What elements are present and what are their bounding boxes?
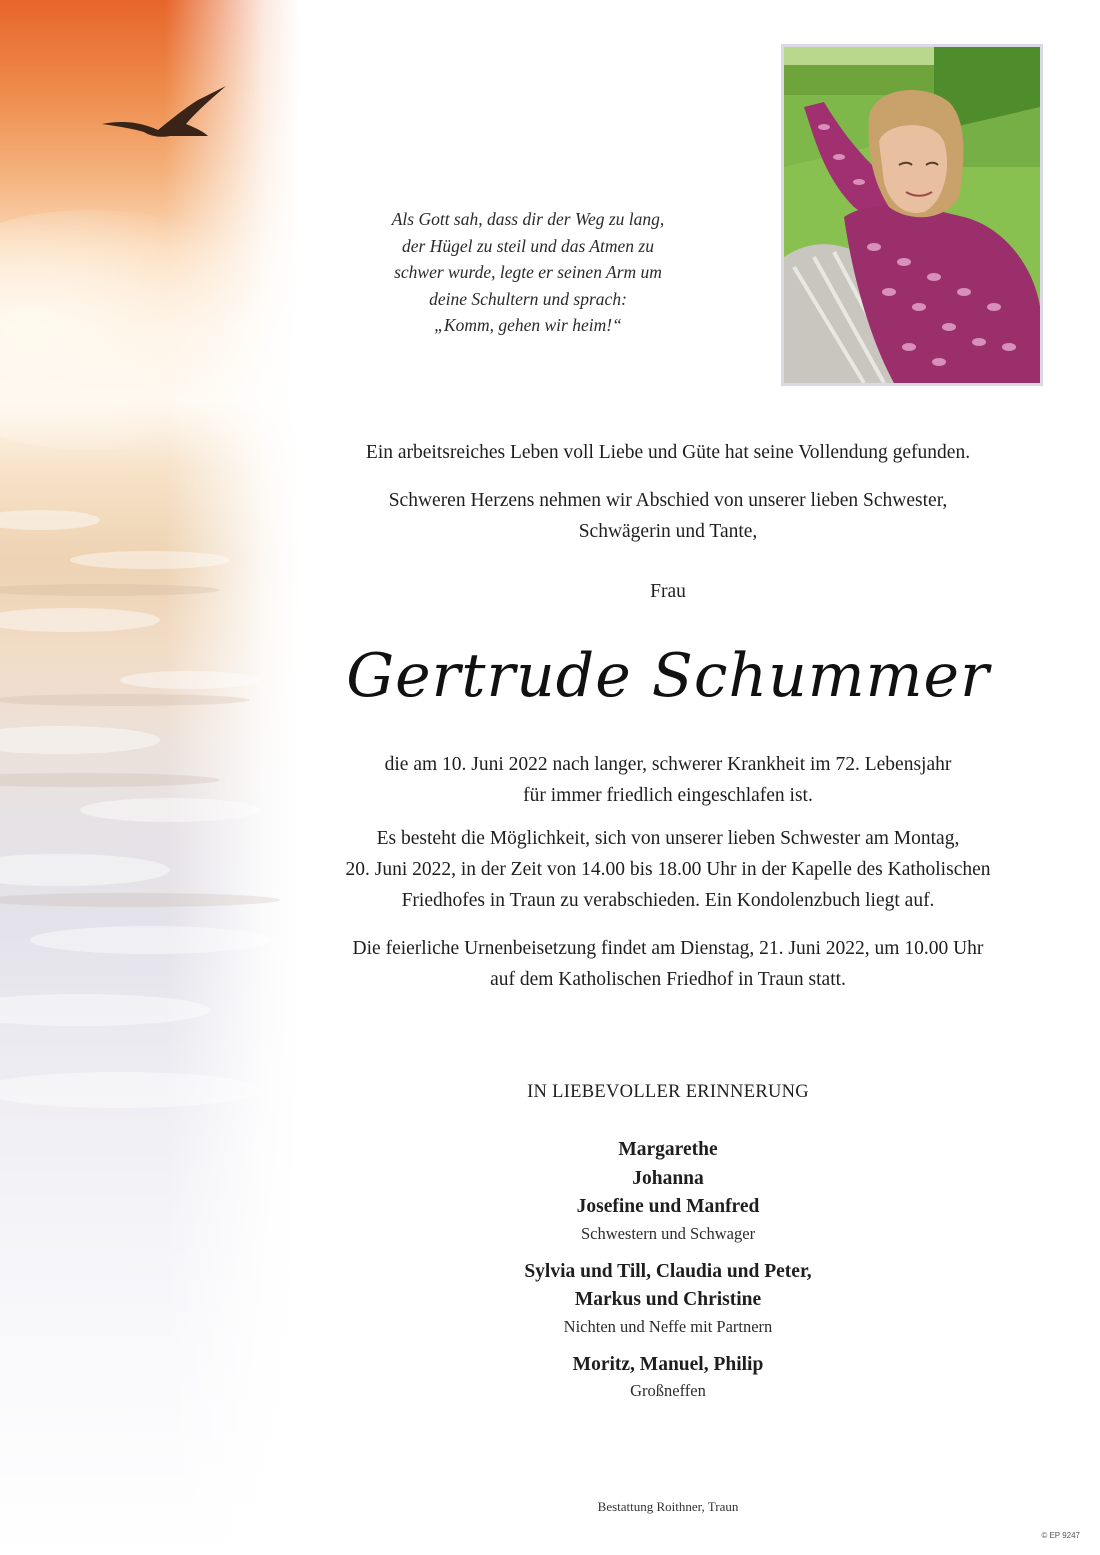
portrait-photo <box>781 44 1043 386</box>
text-line: Schweren Herzens nehmen wir Abschied von unserer lieben Schwester, <box>388 490 948 511</box>
life-statement <box>288 437 1048 468</box>
text-line: für immer friedlich eingeschlafen ist. <box>523 785 813 806</box>
memorial-verse <box>338 206 718 339</box>
text-line: Ein arbeitsreiches Leben voll Liebe und Güte hat seine Vollendung gefunden. <box>365 442 971 463</box>
family-group-grandnephews <box>338 1351 998 1404</box>
text-line: Schwägerin und Tante, <box>578 521 758 542</box>
verse-line: Als Gott sah, dass dir der Weg zu lang, <box>391 209 665 229</box>
text-line: Es besteht die Möglichkeit, sich von unserer lieben Schwester am Montag, <box>376 828 960 849</box>
text-line: Friedhofes in Traun zu verabschieden. Ein Kondolenzbuch liegt auf. <box>401 890 935 911</box>
mourner-names: Johanna <box>632 1167 704 1189</box>
family-list <box>338 1136 998 1415</box>
family-group-sisters <box>338 1136 998 1246</box>
bird-silhouette-icon <box>102 86 226 137</box>
verse-line: der Hügel zu steil und das Atmen zu <box>402 235 654 256</box>
family-group-nieces-nephews <box>338 1258 998 1339</box>
text-line: 20. Juni 2022, in der Zeit von 14.00 bis 18.00 Uhr in der Kapelle des Katholischen <box>345 859 991 880</box>
salutation: Frau <box>650 581 686 602</box>
print-code: © EP 9247 <box>1041 1531 1080 1540</box>
burial-details <box>288 933 1048 995</box>
mourner-relation: Nichten und Neffe mit Partnern <box>563 1316 773 1336</box>
text-line: die am 10. Juni 2022 nach langer, schwerer Krankheit im 72. Lebensjahr <box>384 754 952 775</box>
mourner-names: Josefine und Manfred <box>576 1196 760 1217</box>
viewing-details <box>288 823 1048 916</box>
verse-line: „Komm, gehen wir heim!“ <box>434 315 622 335</box>
memory-heading: IN LIEBEVOLLER ERINNERUNG <box>527 1082 809 1102</box>
deceased-name: Gertrude Schummer <box>346 641 990 711</box>
death-details <box>288 749 1048 811</box>
decorative-sea-sunset-background <box>0 0 300 1555</box>
text-line: Die feierliche Urnenbeisetzung findet am Dienstag, 21. Juni 2022, um 10.00 Uhr <box>352 938 984 959</box>
mourner-relation: Großneffen <box>630 1381 706 1400</box>
verse-line: schwer wurde, legte er seinen Arm um <box>394 262 662 282</box>
verse-line: deine Schultern und sprach: <box>429 288 627 309</box>
text-line: auf dem Katholischen Friedhof in Traun statt. <box>490 969 846 990</box>
mourner-names: Moritz, Manuel, Philip <box>572 1353 764 1375</box>
mourner-names: Margarethe <box>618 1139 718 1160</box>
funeral-home: Bestattung Roithner, Traun <box>597 1499 739 1514</box>
farewell-announcement <box>288 485 1048 547</box>
mourner-names: Markus und Christine <box>574 1289 762 1310</box>
mourner-names: Sylvia und Till, Claudia und Peter, <box>524 1260 812 1282</box>
mourner-relation: Schwestern und Schwager <box>580 1223 756 1243</box>
